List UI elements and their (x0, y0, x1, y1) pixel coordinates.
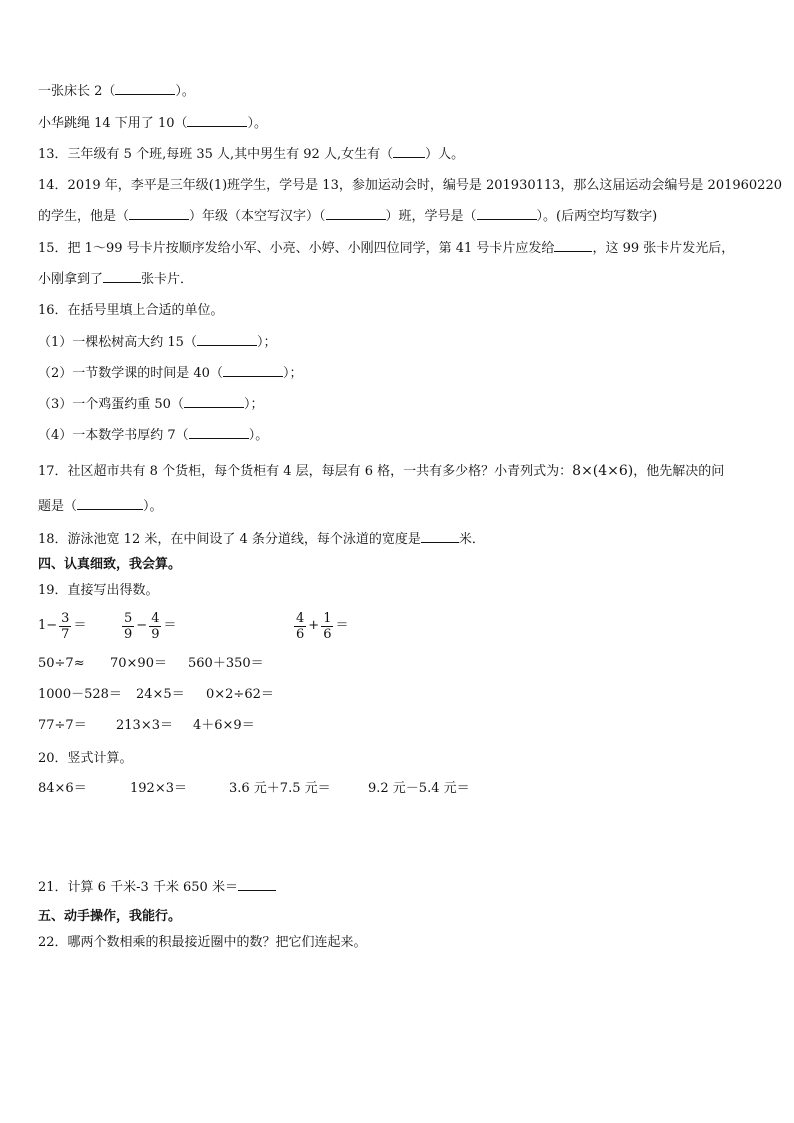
question-16-4 (38, 426, 268, 445)
fraction (122, 611, 134, 642)
answer-blank[interactable] (187, 114, 247, 127)
question-21 (38, 878, 276, 897)
answer-blank[interactable] (421, 530, 459, 543)
q18-text: 18．游泳池宽 12 米，在中间设了 4 条分道线，每个泳道的宽度是 (38, 532, 421, 547)
answer-blank[interactable] (197, 333, 257, 346)
q16-1-end: ）； (256, 335, 277, 350)
q16-2-text: （2）一节数学课的时间是 40（ (38, 366, 223, 381)
f3-equals: ＝ (335, 618, 349, 633)
q17-expression: 8×(4×6) (572, 463, 634, 479)
answer-blank[interactable] (393, 145, 425, 158)
operator: − (136, 618, 148, 633)
fraction-expr-3 (292, 608, 348, 644)
calc-item: 4＋6×9＝ (193, 718, 255, 733)
section-5-title: 五、动手操作，我能行。 (38, 909, 182, 924)
section-4-title: 四、认真细致，我会算。 (38, 557, 182, 572)
fraction-expr-2 (120, 608, 176, 644)
answer-blank[interactable] (189, 426, 249, 439)
question-20 (38, 750, 133, 768)
f1-equals: ＝ (73, 618, 87, 633)
answer-blank[interactable] (77, 497, 143, 510)
fraction (294, 611, 306, 642)
answer-blank[interactable] (477, 207, 537, 220)
q16-3-end: ）； (243, 397, 264, 412)
fraction-expr-1 (38, 608, 86, 644)
q16-1-text: （1）一棵松树高大约 15（ (38, 335, 197, 350)
q14-part2: ）年级（本空写汉字）（ (189, 209, 326, 224)
calc-item: 0×2÷62＝ (206, 687, 274, 702)
denominator: 6 (296, 626, 305, 642)
question-18 (38, 530, 485, 549)
question-13 (38, 145, 464, 164)
calc-item: 213×3＝ (116, 718, 173, 733)
calc-item: 560＋350＝ (188, 656, 264, 671)
q12-bed-text: 一张床长 2（ (38, 84, 116, 99)
q16-4-text: （4）一本数学书厚约 7（ (38, 428, 189, 443)
calc-item: 1000－528＝ (38, 687, 122, 702)
question-17-line1 (38, 462, 724, 481)
f1-lead: 1− (38, 618, 58, 633)
answer-blank[interactable] (326, 207, 386, 220)
section-5-heading (38, 908, 181, 926)
q20-text: 20．竖式计算。 (38, 751, 133, 766)
numerator: 1 (323, 610, 332, 626)
fraction (59, 611, 71, 642)
calc-item: 77÷7＝ (38, 718, 87, 733)
q12-bed-line (38, 82, 195, 101)
answer-blank[interactable] (554, 239, 592, 252)
q12-rope-line (38, 114, 267, 133)
q18-end: 米． (458, 532, 485, 547)
numerator: 5 (124, 610, 133, 626)
answer-blank[interactable] (103, 270, 141, 283)
question-16-2 (38, 364, 302, 383)
answer-blank[interactable] (238, 878, 276, 891)
calc-item: 50÷7≈ (38, 656, 85, 671)
numerator: 4 (151, 610, 160, 626)
q15-text: 15．把 1～99 号卡片按顺序发给小军、小亮、小婷、小刚四位同学，第 41 号卡片应发给 (38, 241, 555, 256)
q13-end: ）人。 (425, 147, 465, 162)
q17-end2: ）。 (143, 499, 163, 514)
q17-text: 17．社区超市共有 8 个货柜，每个货柜有 4 层，每层有 6 格，一共有多少格？小青列式为： (38, 464, 573, 479)
numerator: 3 (61, 610, 70, 626)
answer-blank[interactable] (223, 364, 283, 377)
q12-rope-text: 小华跳绳 14 下用了 10（ (38, 116, 188, 131)
q22-text: 22．哪两个数相乘的积最接近圈中的数？把它们连起来。 (38, 935, 367, 950)
question-15-line2 (38, 270, 193, 289)
q16-4-end: ）。 (248, 428, 269, 443)
denominator: 9 (151, 626, 160, 642)
answer-blank[interactable] (129, 207, 189, 220)
question-17-line2 (38, 497, 163, 516)
q17-end: ，他先解决的问 (633, 464, 725, 479)
question-16-1 (38, 333, 276, 352)
f2-equals: ＝ (163, 618, 177, 633)
numerator: 4 (296, 610, 305, 626)
vertical-calc-item: 192×3＝ (130, 781, 187, 796)
q15-end: ，这 99 张卡片发光后， (592, 241, 735, 256)
vertical-calc-item: 84×6＝ (38, 781, 87, 796)
question-15-line1 (38, 239, 734, 258)
q16-3-text: （3）一个鸡蛋约重 50（ (38, 397, 184, 412)
q12-rope-end: ）。 (247, 116, 267, 131)
denominator: 7 (61, 626, 70, 642)
q13-text: 13．三年级有 5 个班,每班 35 人,其中男生有 92 人,女生有（ (38, 147, 394, 162)
operator: + (308, 618, 320, 633)
question-14-line1 (38, 177, 782, 195)
question-22 (38, 934, 367, 952)
vertical-calc-item: 3.6 元＋7.5 元＝ (229, 781, 331, 796)
q21-text: 21．计算 6 千米-3 千米 650 米＝ (38, 880, 238, 895)
question-19 (38, 582, 159, 600)
fraction (149, 611, 161, 642)
fraction (321, 611, 333, 642)
q12-bed-end: ）。 (175, 84, 195, 99)
denominator: 6 (323, 626, 332, 642)
question-16 (38, 302, 224, 320)
question-16-3 (38, 395, 263, 414)
vertical-calc-item: 9.2 元－5.4 元＝ (368, 781, 470, 796)
answer-blank[interactable] (184, 395, 244, 408)
q19-text: 19．直接写出得数。 (38, 583, 159, 598)
q14-text: 14．2019 年，李平是三年级(1)班学生，学号是 13，参加运动会时，编号是 201930113，那么这届运动会编号是 201960220 (38, 178, 782, 193)
section-4-heading (38, 556, 181, 574)
q15-end2: 张卡片． (141, 272, 194, 287)
calc-item: 70×90＝ (110, 656, 167, 671)
q16-2-end: ）； (282, 366, 303, 381)
answer-blank[interactable] (115, 82, 175, 95)
q14-part1: 的学生，他是（ (38, 209, 130, 224)
q16-text: 16．在括号里填上合适的单位。 (38, 303, 224, 318)
question-14-line2 (38, 207, 657, 226)
q15-text2: 小刚拿到了 (38, 272, 104, 287)
calc-item: 24×5＝ (136, 687, 185, 702)
denominator: 9 (124, 626, 133, 642)
q17-text2: 题是（ (38, 499, 78, 514)
q14-part3: ）班，学号是（ (385, 209, 477, 224)
q14-part4: ）。(后两空均写数字) (536, 209, 658, 224)
